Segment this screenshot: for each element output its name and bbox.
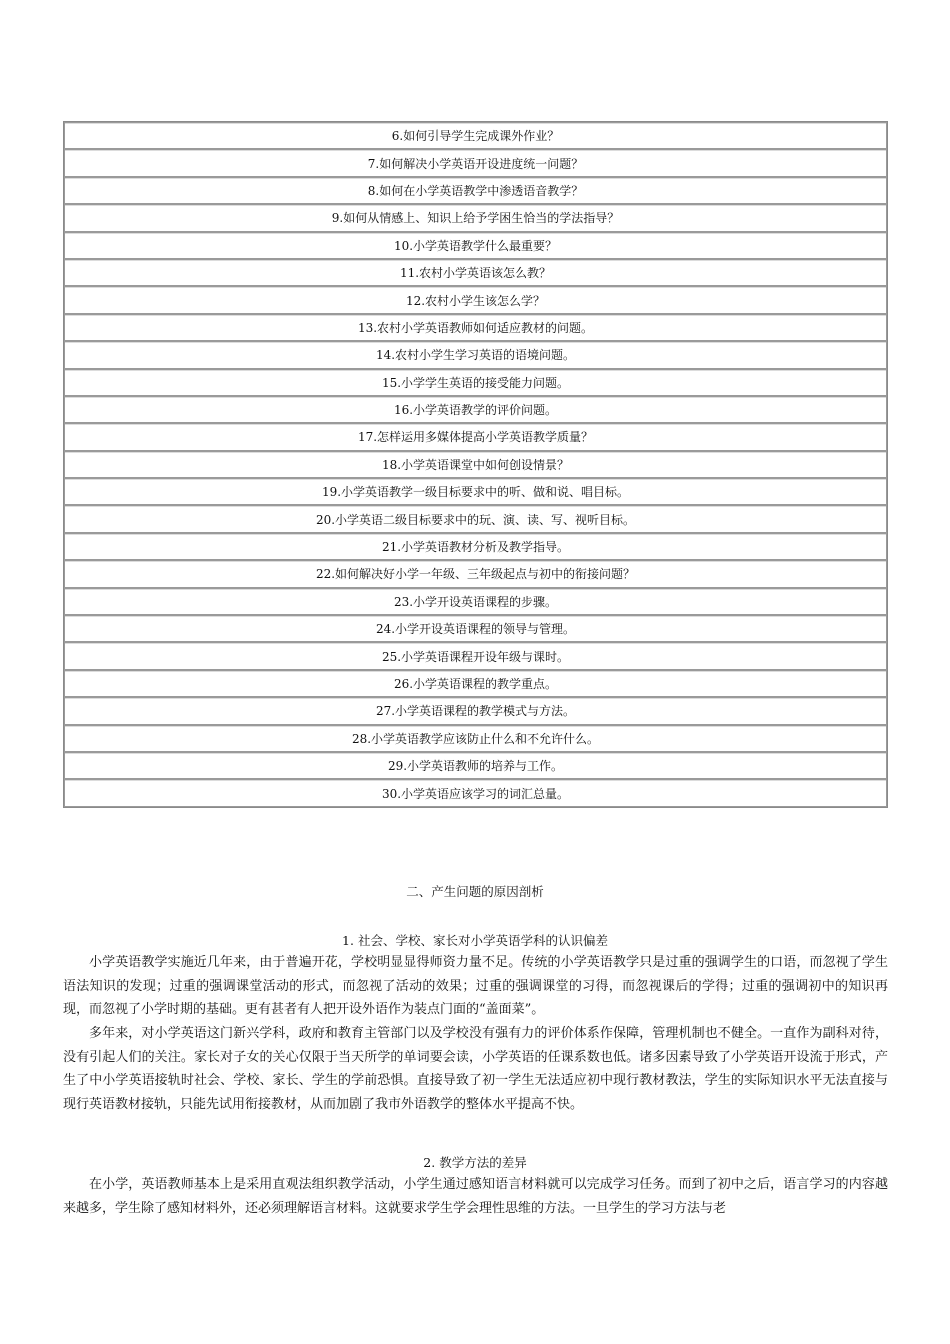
table-row: 20.小学英语二级目标要求中的玩、演、读、写、视听目标。 (64, 505, 887, 532)
table-row: 23.小学开设英语课程的步骤。 (64, 588, 887, 615)
table-row: 13.农村小学英语教师如何适应教材的问题。 (64, 314, 887, 341)
section-heading: 二、产生问题的原因剖析 (406, 884, 544, 899)
paragraph: 在小学，英语教师基本上是采用直观法组织教学活动，小学生通过感知语言材料就可以完成学习任务。而到了初中之后，语言学习的内容越来越多，学生除了感知材料外，还必须理解语言材料。这就要求学生学会理性思维的方法。一旦学生的学习方法与老 (63, 1177, 888, 1216)
table-row: 29.小学英语教师的培养与工作。 (64, 752, 887, 779)
table-row: 26.小学英语课程的教学重点。 (64, 670, 887, 697)
table-row: 8.如何在小学英语教学中渗透语音教学？ (64, 177, 887, 204)
table-row: 16.小学英语教学的评价问题。 (64, 396, 887, 423)
table-row: 9.如何从情感上、知识上给予学困生恰当的学法指导？ (64, 204, 887, 231)
table-row: 19.小学英语教学一级目标要求中的听、做和说、唱目标。 (64, 478, 887, 505)
table-row: 22.如何解决好小学一年级、三年级起点与初中的衔接问题？ (64, 560, 887, 587)
paragraph: 小学英语教学实施近几年来，由于普遍开花，学校明显显得师资力量不足。传统的小学英语教学只是过重的强调学生的口语，而忽视了学生语法知识的发现；过重的强调课堂活动的形式，而忽视了活动的效果；过重的强调课堂的习得，而忽视课后的学得；过重的强调初中的知识再现，而忽视了小学时期的基础。更有甚者有人把开设外语作为装点门面的“盖面菜”。 (63, 955, 888, 1017)
paragraph: 多年来，对小学英语这门新兴学科，政府和教育主管部门以及学校没有强有力的评价体系作保障，管理机制也不健全。一直作为副科对待，没有引起人们的关注。家长对子女的关心仅限于当天所学的单词要会读，小学英语的任课系数也低。诸多因素导致了小学英语开设流于形式，产生了中小学英语接轨时社会、学校、家长、学生的学前恐惧。直接导致了初一学生无法适应初中现行教材教法，学生的实际知识水平无法直接与现行英语教材接轨，只能先试用衔接教材，从而加剧了我市外语教学的整体水平提高不快。 (63, 1026, 888, 1112)
table-row: 12.农村小学生该怎么学？ (64, 286, 887, 313)
table-row: 24.小学开设英语课程的领导与管理。 (64, 615, 887, 642)
table-row: 28.小学英语教学应该防止什么和不允许什么。 (64, 725, 887, 752)
table-row: 18.小学英语课堂中如何创设情景？ (64, 451, 887, 478)
table-row: 30.小学英语应该学习的词汇总量。 (64, 779, 887, 806)
table-row: 25.小学英语课程开设年级与课时。 (64, 642, 887, 669)
table-row: 17.怎样运用多媒体提高小学英语教学质量？ (64, 423, 887, 450)
table-row: 21.小学英语教材分析及教学指导。 (64, 533, 887, 560)
table-row: 7.如何解决小学英语开设进度统一问题？ (64, 149, 887, 176)
table-row: 14.农村小学生学习英语的语境问题。 (64, 341, 887, 368)
subsection-heading-2: 2. 教学方法的差异 (423, 1155, 527, 1170)
table-row: 10.小学英语教学什么最重要？ (64, 232, 887, 259)
table-row: 11.农村小学英语该怎么教？ (64, 259, 887, 286)
table-row: 15.小学学生英语的接受能力问题。 (64, 369, 887, 396)
question-table (63, 121, 888, 808)
subsection-heading-1: 1. 社会、学校、家长对小学英语学科的认识偏差 (342, 933, 608, 948)
table-row: 27.小学英语课程的教学模式与方法。 (64, 697, 887, 724)
table-row: 6.如何引导学生完成课外作业？ (64, 122, 887, 149)
